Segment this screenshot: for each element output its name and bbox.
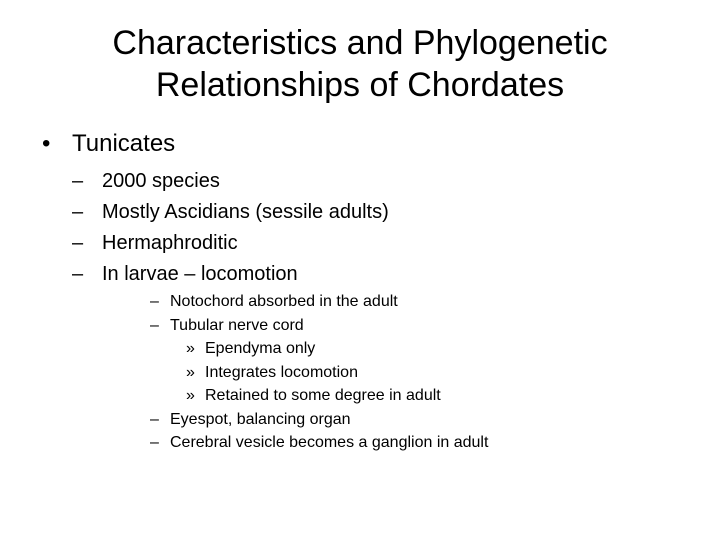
slide-title	[0, 22, 720, 106]
title-line-1: Characteristics and Phylogenetic	[112, 24, 608, 62]
detail-text: Tubular nerve cord	[170, 316, 304, 334]
dash-marker: –	[72, 201, 84, 223]
dash-marker: –	[150, 410, 159, 428]
chevron-marker: »	[186, 387, 195, 404]
nested-detail-text: Ependyma only	[205, 340, 316, 357]
sub-bullet-text: In larvae – locomotion	[102, 263, 298, 285]
chevron-marker: »	[186, 340, 195, 357]
dash-marker: –	[150, 316, 159, 334]
bullet-marker: •	[42, 130, 51, 157]
sub-bullet-text: Mostly Ascidians (sessile adults)	[102, 201, 389, 223]
dash-marker: –	[150, 434, 159, 451]
dash-marker: –	[72, 232, 84, 254]
bullet-label: Tunicates	[72, 130, 176, 157]
sub-bullet-text: Hermaphroditic	[102, 232, 238, 254]
detail-text: Notochord absorbed in the adult	[170, 293, 398, 310]
dash-marker: –	[72, 170, 84, 192]
chevron-marker: »	[186, 363, 195, 381]
dash-marker: –	[72, 263, 84, 285]
title-line-2: Relationships of Chordates	[155, 66, 565, 104]
nested-detail-text: Retained to some degree in adult	[205, 387, 441, 404]
detail-text: Eyespot, balancing organ	[170, 410, 351, 428]
sub-bullet-text: 2000 species	[102, 170, 220, 192]
detail-text: Cerebral vesicle becomes a ganglion in adult	[170, 434, 489, 451]
dash-marker: –	[150, 293, 159, 310]
nested-detail-text: Integrates locomotion	[205, 363, 358, 381]
